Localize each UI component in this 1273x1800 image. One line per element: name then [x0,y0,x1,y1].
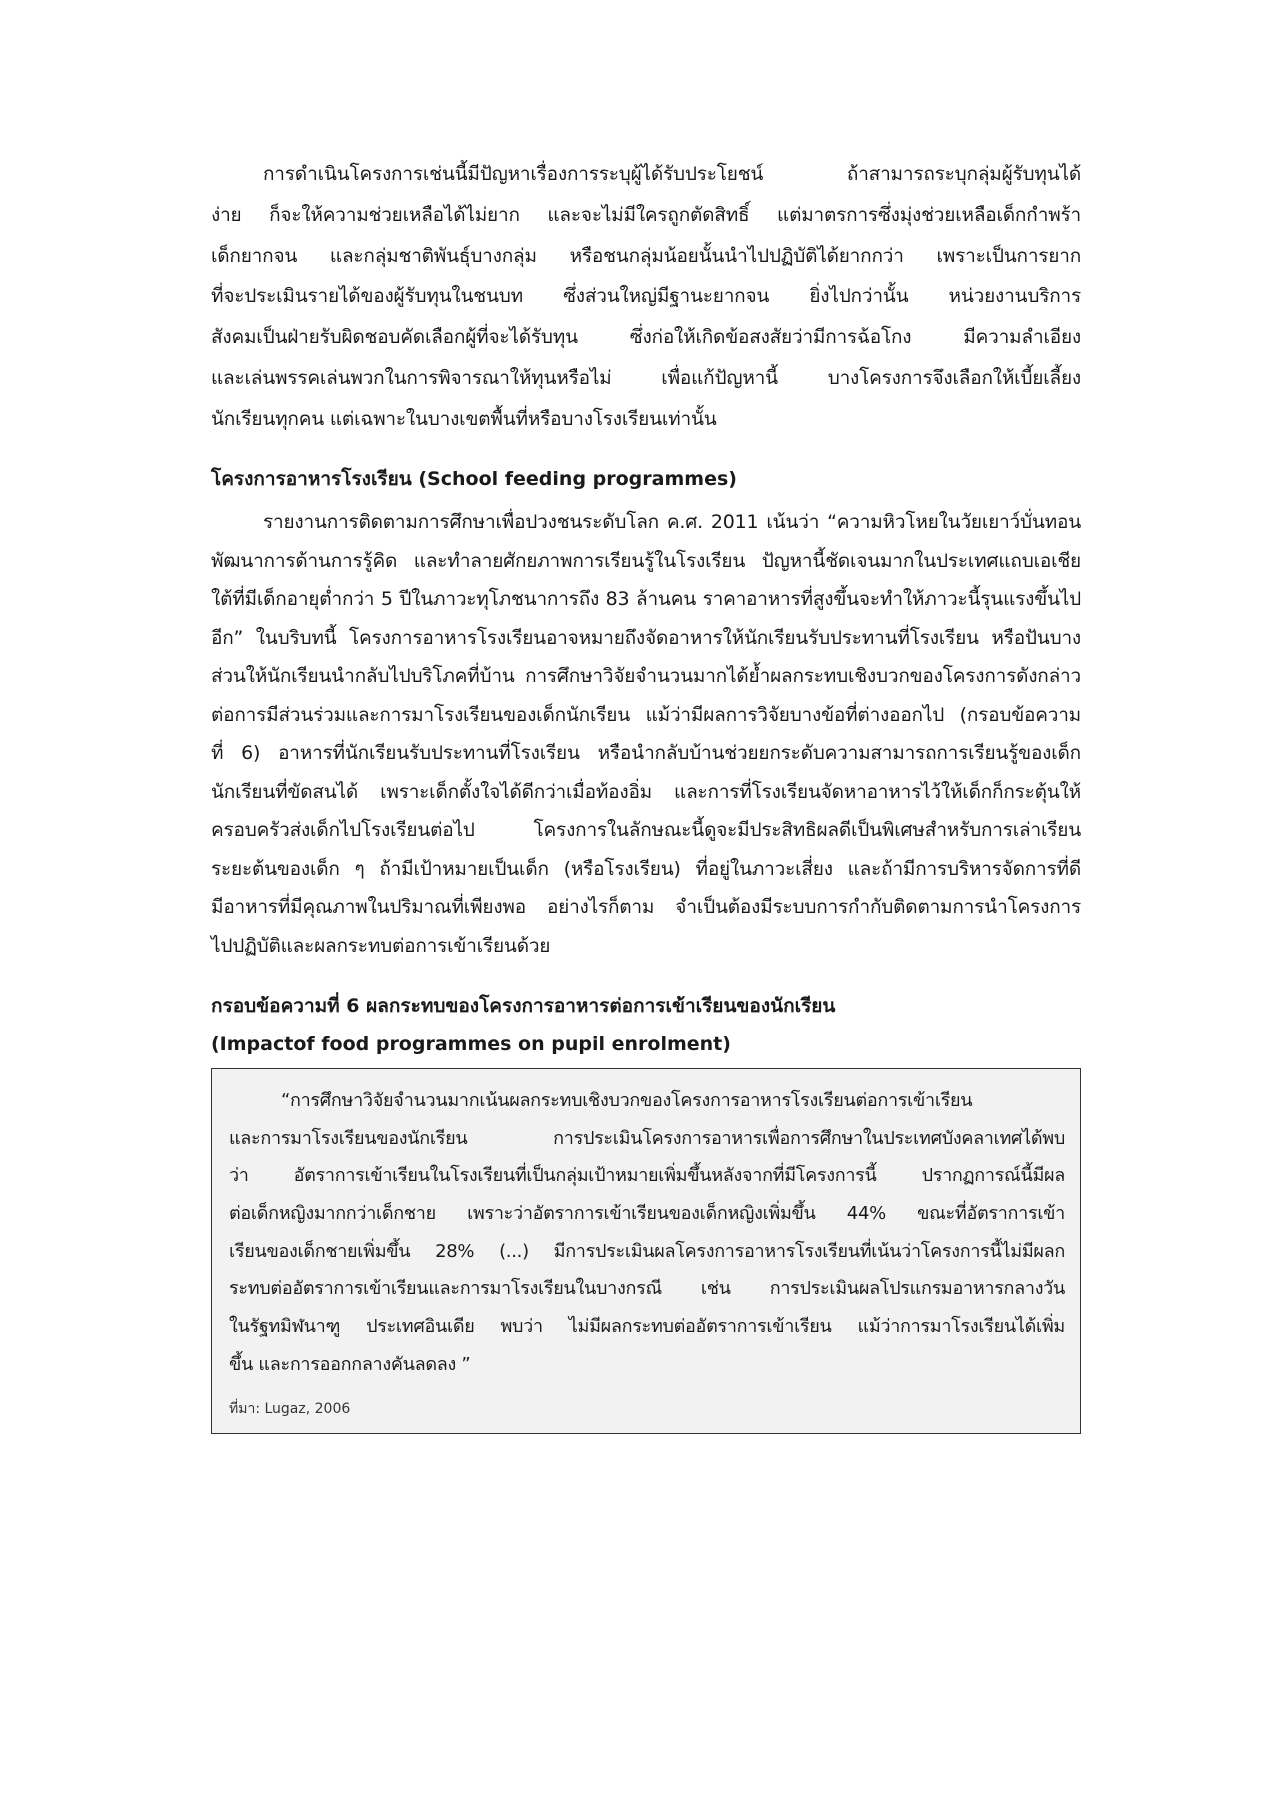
box-quote-line: ว่า อัตราการเข้าเรียนในโรงเรียนที่เป็นกลุ่มเป้าหมายเพิ่มขึ้นหลังจากที่มีโครงการนี้ ปรากฏการณ์นี้มีผล [229,1165,1065,1186]
paragraph2-line: ครอบครัวส่งเด็กไปโรงเรียนต่อไป โครงการในลักษณะนี้ดูจะมีประสิทธิผลดีเป็นพิเศษสำหรับการเล่าเรียน [211,819,1081,841]
box-subtitle: (Impactof food programmes on pupil enrolment) [211,1033,731,1055]
paragraph2-line: อีก” ในบริบทนี้ โครงการอาหารโรงเรียนอาจหมายถึงจัดอาหารให้นักเรียนรับประทานที่โรงเรียน หรือปันบาง [211,627,1081,649]
box-quote-line: เรียนของเด็กชายเพิ่มขึ้น 28% (...) มีการประเมินผลโครงการอาหารโรงเรียนที่เน้นว่าโครงการนี้ไม่มีผลก [229,1241,1065,1262]
box-source: ที่มา: Lugaz, 2006 [229,1401,351,1417]
paragraph2-line: ต่อการมีส่วนร่วมและการมาโรงเรียนของเด็กนักเรียน แม้ว่ามีผลการวิจัยบางข้อที่ต่างออกไป (กรอบข้อความ [211,704,1081,726]
paragraph1-line: ที่จะประเมินรายได้ของผู้รับทุนในชนบท ซึ่งส่วนใหญ่มีฐานะยากจน ยิ่งไปกว่านั้น หน่วยงานบริการ [211,285,1081,307]
paragraph1-line: การดำเนินโครงการเช่นนี้มีปัญหาเรื่องการระบุผู้ได้รับประโยชน์ ถ้าสามารถระบุกลุ่มผู้รับทุนได้ [263,163,1081,185]
paragraph2-line: นักเรียนที่ขัดสนได้ เพราะเด็กตั้งใจได้ดีกว่าเมื่อท้องอิ่ม และการที่โรงเรียนจัดหาอาหารไว้ให้เด็กก็กระตุ้นให้ [211,781,1081,803]
box-quote-line: และการมาโรงเรียนของนักเรียน การประเมินโครงการอาหารเพื่อการศึกษาในประเทศบังคลาเทศได้พบ [229,1128,1065,1149]
paragraph1-line: นักเรียนทุกคน แต่เฉพาะในบางเขตพื้นที่หรือบางโรงเรียนเท่านั้น [211,408,717,430]
paragraph1-line: และเล่นพรรคเล่นพวกในการพิจารณาให้ทุนหรือไม่ เพื่อแก้ปัญหานี้ บางโครงการจึงเลือกให้เบี้ยเลี้ยง [211,367,1081,389]
paragraph2-line: ระยะต้นของเด็ก ๆ ถ้ามีเป้าหมายเป็นเด็ก (หรือโรงเรียน) ที่อยู่ในภาวะเสี่ยง และถ้ามีการบริหารจัดการที่ดี [211,858,1081,880]
paragraph1-line: ง่าย ก็จะให้ความช่วยเหลือได้ไม่ยาก และจะไม่มีใครถูกตัดสิทธิ์ แต่มาตรการซึ่งมุ่งช่วยเหลือเด็กกำพร้า [211,204,1081,226]
paragraph1-line: เด็กยากจน และกลุ่มชาติพันธุ์บางกลุ่ม หรือชนกลุ่มน้อยนั้นนำไปปฏิบัติได้ยากกว่า เพราะเป็นการยาก [211,245,1081,267]
paragraph2-line: ไปปฏิบัติและผลกระทบต่อการเข้าเรียนด้วย [211,935,551,957]
paragraph2-line: ใต้ที่มีเด็กอายุต่ำกว่า 5 ปีในภาวะทุโภชนาการถึง 83 ล้านคน ราคาอาหารที่สูงขึ้นจะทำให้ภาวะนี้รุนแรงขึ้นไป [211,588,1081,610]
paragraph2-line: รายงานการติดตามการศึกษาเพื่อปวงชนระดับโลก ค.ศ. 2011 เน้นว่า “ความหิวโหยในวัยเยาว์บั่นทอน [263,511,1081,533]
box-quote-line: ต่อเด็กหญิงมากกว่าเด็กชาย เพราะว่าอัตราการเข้าเรียนของเด็กหญิงเพิ่มขึ้น 44% ขณะที่อัตราการเข้า [229,1203,1065,1224]
paragraph2-line: ที่ 6) อาหารที่นักเรียนรับประทานที่โรงเรียน หรือนำกลับบ้านช่วยยกระดับความสามารถการเรียนรู้ของเด็ก [211,742,1081,764]
box-title: กรอบข้อความที่ 6 ผลกระทบของโครงการอาหารต่อการเข้าเรียนของนักเรียน [211,995,836,1017]
paragraph2-line: พัฒนาการด้านการรู้คิด และทำลายศักยภาพการเรียนรู้ในโรงเรียน ปัญหานี้ชัดเจนมากในประเทศแถบเอเชีย [211,550,1081,572]
section-heading: โครงการอาหารโรงเรียน (School feeding programmes) [211,468,737,490]
paragraph2-line: มีอาหารที่มีคุณภาพในปริมาณที่เพียงพอ อย่างไรก็ตาม จำเป็นต้องมีระบบการกำกับติดตามการนำโครงการ [211,896,1081,918]
box-quote-line: ระทบต่ออัตราการเข้าเรียนและการมาโรงเรียนในบางกรณี เช่น การประเมินผลโปรแกรมอาหารกลางวัน [229,1278,1065,1299]
text-box-6 [211,1068,1081,1434]
box-quote-line: “การศึกษาวิจัยจำนวนมากเน้นผลกระทบเชิงบวกของโครงการอาหารโรงเรียนต่อการเข้าเรียน [281,1090,973,1111]
paragraph1-line: สังคมเป็นฝ่ายรับผิดชอบคัดเลือกผู้ที่จะได้รับทุน ซึ่งก่อให้เกิดข้อสงสัยว่ามีการฉ้อโกง มีความลำเอียง [211,326,1081,348]
box-quote-line: ในรัฐทมิฬนาฑู ประเทศอินเดีย พบว่า ไม่มีผลกระทบต่ออัตราการเข้าเรียน แม้ว่าการมาโรงเรียนได้เพิ่ม [229,1316,1065,1337]
paragraph2-line: ส่วนให้นักเรียนนำกลับไปบริโภคที่บ้าน การศึกษาวิจัยจำนวนมากได้ย้ำผลกระทบเชิงบวกของโครงการดังกล่าว [211,665,1081,687]
box-quote-line: ขึ้น และการออกกลางคันลดลง ” [229,1354,471,1375]
